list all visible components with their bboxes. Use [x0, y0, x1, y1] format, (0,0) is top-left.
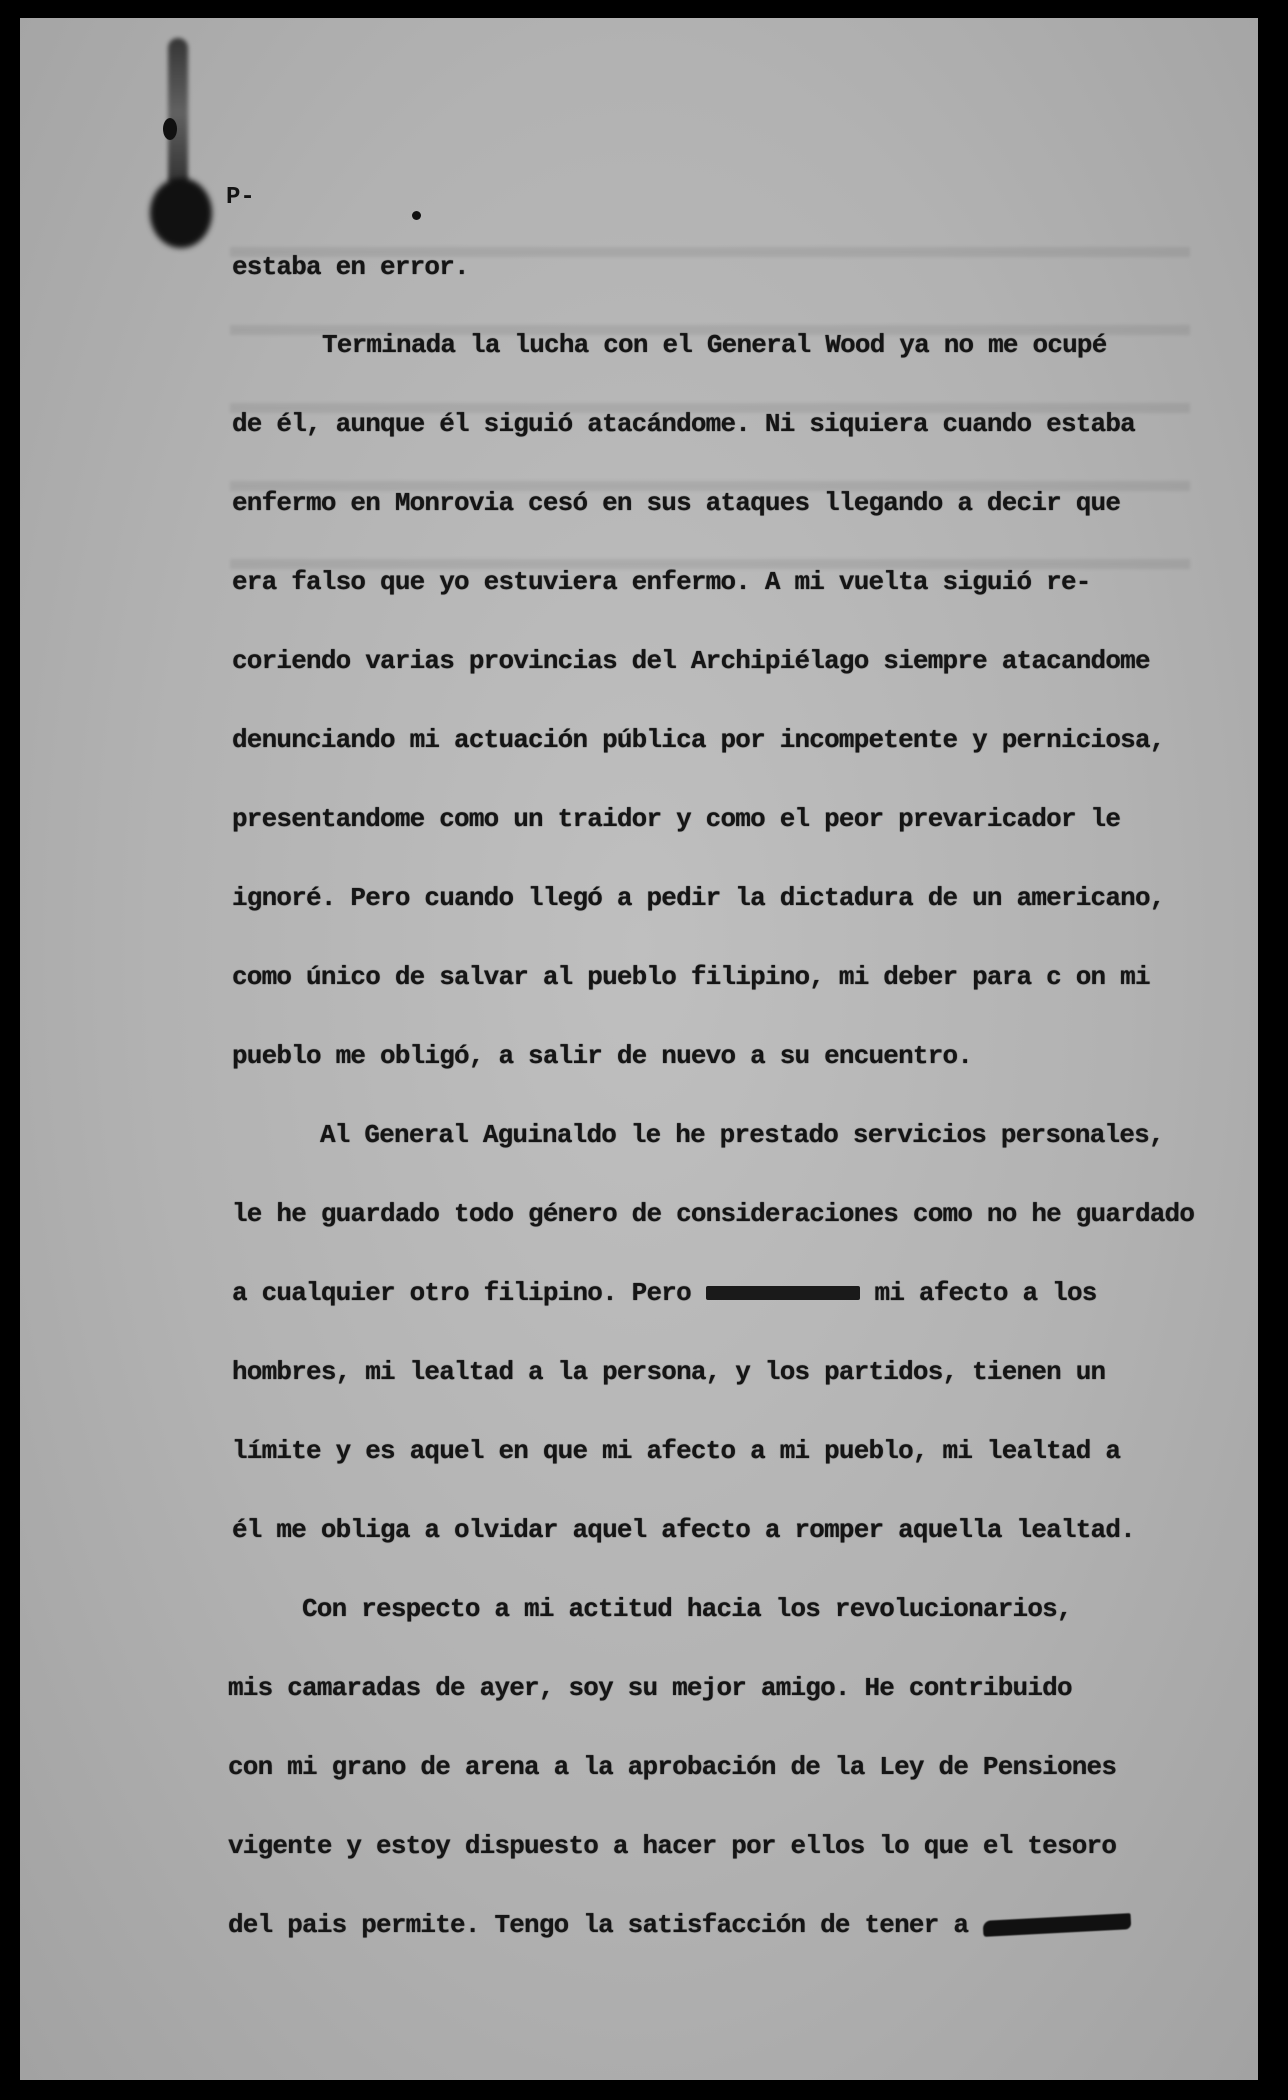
- text-line: pueblo me obligó, a salir de nuevo a su encuentro.: [232, 1041, 973, 1071]
- text-line: límite y es aquel en que mi afecto a mi pueblo, mi lealtad a: [232, 1436, 1121, 1466]
- page-marker: P-: [226, 184, 255, 211]
- text-line: con mi grano de arena a la aprobación de la Ley de Pensiones: [228, 1752, 1117, 1782]
- text-line: como único de salvar al pueblo filipino, mi deber para c on mi: [232, 962, 1150, 992]
- text-line: hombres, mi lealtad a la persona, y los partidos, tienen un: [232, 1357, 1106, 1387]
- text-line: mis camaradas de ayer, soy su mejor amigo. He contribuido: [228, 1673, 1072, 1703]
- text-line: estaba en error.: [232, 252, 469, 282]
- text-segment: a cualquier otro filipino. Pero: [232, 1278, 691, 1308]
- text-line: era falso que yo estuviera enfermo. A mi vuelta siguió re-: [232, 567, 1091, 597]
- text-line-with-redaction: [228, 1912, 1131, 1938]
- ink-scribble-redaction: [983, 1913, 1132, 1937]
- text-segment: del pais permite. Tengo la satisfacción de tener a: [228, 1910, 969, 1940]
- text-line: Al General Aguinaldo le he prestado servicios personales,: [320, 1120, 1164, 1150]
- text-line: él me obliga a olvidar aquel afecto a romper aquella lealtad.: [232, 1515, 1135, 1545]
- text-line: Terminada la lucha con el General Wood ya no me ocupé: [322, 330, 1107, 360]
- text-line: le he guardado todo género de consideraciones como no he guardado: [232, 1199, 1195, 1229]
- text-line: vigente y estoy dispuesto a hacer por ellos lo que el tesoro: [228, 1831, 1117, 1861]
- typed-text-body: [20, 18, 1258, 2080]
- text-line: presentandome como un traidor y como el peor prevaricador le: [232, 804, 1121, 834]
- struck-out-word: [706, 1286, 860, 1300]
- text-line-with-strikeout: [232, 1280, 1097, 1306]
- text-segment: mi afecto a los: [874, 1278, 1097, 1308]
- document-page: [20, 18, 1258, 2080]
- text-line: coriendo varias provincias del Archipiélago siempre atacandome: [232, 646, 1150, 676]
- text-line: ignoré. Pero cuando llegó a pedir la dictadura de un americano,: [232, 883, 1165, 913]
- text-line: Con respecto a mi actitud hacia los revolucionarios,: [302, 1594, 1072, 1624]
- text-line: de él, aunque él siguió atacándome. Ni siquiera cuando estaba: [232, 409, 1135, 439]
- text-line: enfermo en Monrovia cesó en sus ataques llegando a decir que: [232, 488, 1121, 518]
- text-line: denunciando mi actuación pública por incompetente y perniciosa,: [232, 725, 1165, 755]
